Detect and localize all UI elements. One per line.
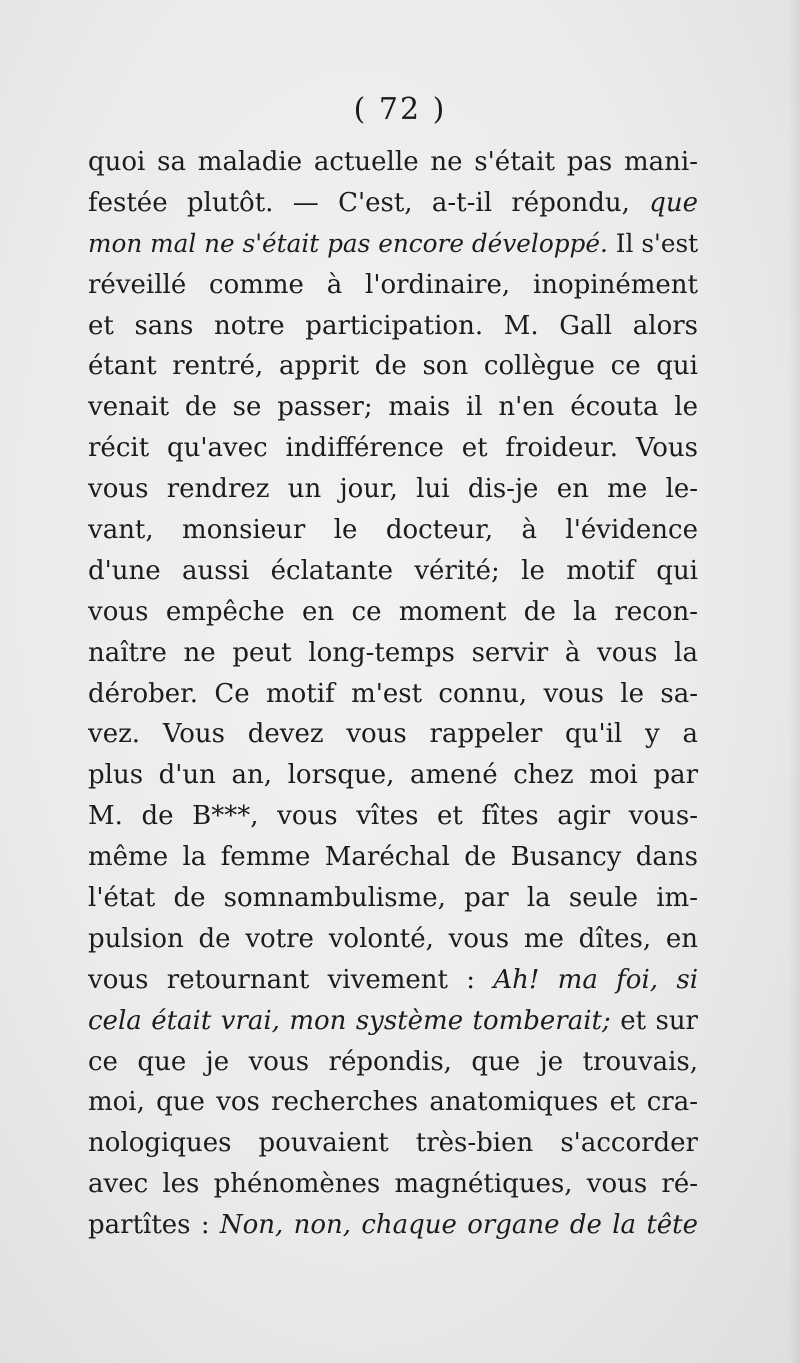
text-line: avec les phénomènes magnétiques, vous ré-: [88, 1169, 698, 1200]
text-line: naître ne peut long-temps servir à vous la: [88, 637, 698, 668]
text-line: [88, 1205, 698, 1246]
text-line: vez. Vous devez vous rappeler qu'il y a: [88, 719, 698, 750]
text-line: nologiques pouvaient très-bien s'accorder: [88, 1128, 698, 1159]
text-line: vant, monsieur le docteur, à l'évidence: [88, 515, 698, 546]
text-line: vous rendrez un jour, lui dis-je en me le-: [88, 474, 698, 505]
text-line: ce que je vous répondis, que je trouvais,: [88, 1046, 698, 1077]
text-line: vous empêche en ce moment de la recon-: [88, 596, 698, 627]
text-line: plus d'un an, lorsque, amené chez moi par: [88, 760, 698, 791]
text-line: même la femme Maréchal de Busancy dans: [88, 842, 698, 873]
text-italic: Ah! ma foi, si: [493, 964, 699, 995]
text-line: [88, 183, 698, 224]
text-italic: que: [649, 187, 699, 218]
text-italic: cela était vrai, mon système tomberait;: [88, 1005, 611, 1036]
text-line: [88, 224, 698, 265]
text-line: [88, 960, 698, 1001]
text-roman: vous retournant vivement :: [88, 964, 476, 995]
text-line: M. de B***, vous vîtes et fîtes agir vous-: [88, 801, 698, 832]
text-italic: Non, non, chaque organe de la tête: [219, 1210, 698, 1241]
text-line: moi, que vos recherches anatomiques et cra-: [88, 1087, 698, 1118]
page-number: ( 72 ): [353, 92, 447, 127]
text-line: quoi sa maladie actuelle ne s'était pas mani-: [88, 147, 698, 177]
text-line: l'état de somnambulisme, par la seule im-: [88, 883, 698, 914]
text-line: étant rentré, apprit de son collègue ce qui: [88, 351, 698, 382]
text-line: récit qu'avec indifférence et froideur. Vous: [88, 433, 698, 464]
text-line: d'une aussi éclatante vérité; le motif qui: [88, 555, 698, 586]
text-line: venait de se passer; mais il n'en écouta le: [88, 392, 698, 423]
text-line: et sans notre participation. M. Gall alors: [88, 310, 698, 341]
text-roman: partîtes :: [88, 1210, 210, 1241]
text-roman: et sur: [620, 1005, 698, 1036]
page-edge-shadow: [788, 0, 800, 1363]
text-line: [88, 1001, 698, 1042]
text-roman: Il s'est: [615, 228, 699, 258]
text-line: pulsion de votre volonté, vous me dîtes, en: [88, 923, 698, 954]
text-line: dérober. Ce motif m'est connu, vous le sa-: [88, 678, 698, 709]
text-italic: mon mal ne s'était pas encore développé.: [88, 228, 608, 258]
body-text: [88, 142, 698, 1246]
text-roman: festée plutôt. — C'est, a-t-il répondu,: [88, 187, 630, 218]
text-line: réveillé comme à l'ordinaire, inopinément: [88, 269, 698, 300]
